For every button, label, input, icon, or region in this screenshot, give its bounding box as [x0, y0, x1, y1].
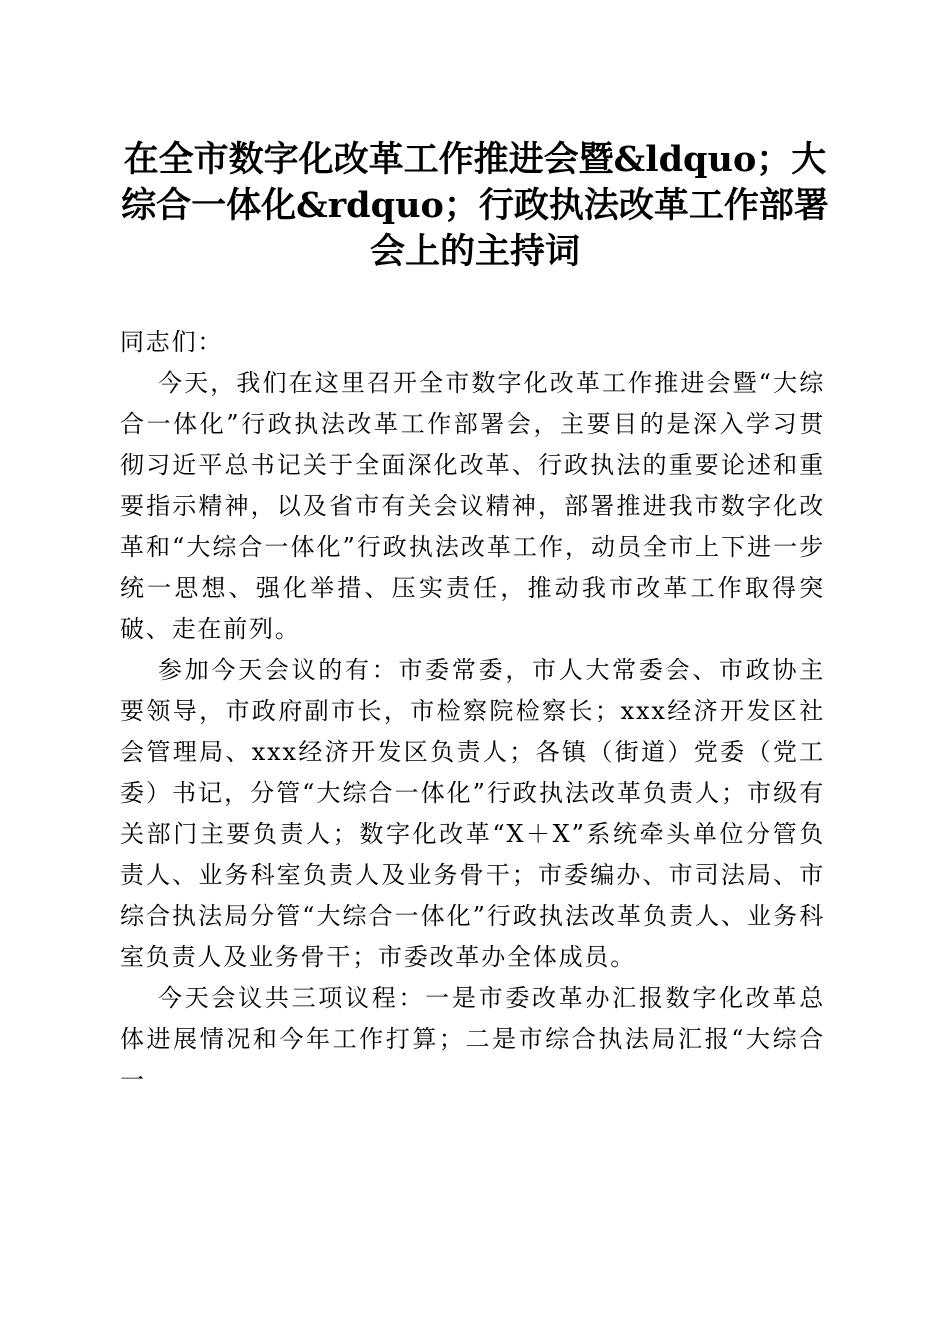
salutation: 同志们：	[120, 328, 224, 356]
document-body	[120, 322, 825, 1101]
paragraph-attendees: 参加今天会议的有：市委常委，市人大常委会、市政协主要领导，市政府副市长，市检察院检察长；xxx经济开发区社会管理局、xxx经济开发区负责人；各镇（街道）党委（党工委）书记，分管“大综合一体化”行政执法改革负责人；市级有关部门主要负责人；数字化改革“X＋X”系统牵头单位分管负责人、业务科室负责人及业务骨干；市委编办、市司法局、市综合执法局分管“大综合一体化”行政执法改革负责人、业务科室负责人及业务骨干；市委改革办全体成员。	[120, 656, 825, 971]
paragraph-agenda: 今天会议共三项议程：一是市委改革办汇报数字化改革总体进展情况和今年工作打算；二是市综合执法局汇报“大综合一	[120, 984, 825, 1094]
document-title: 在全市数字化改革工作推进会暨&ldquo；大综合一体化&rdquo；行政执法改革工作部署会上的主持词	[121, 139, 829, 272]
paragraph-opening: 今天，我们在这里召开全市数字化改革工作推进会暨“大综合一体化”行政执法改革工作部署会，主要目的是深入学习贯彻习近平总书记关于全面深化改革、行政执法的重要论述和重要指示精神，以及省市有关会议精神，部署推进我市数字化改革和“大综合一体化”行政执法改革工作，动员全市上下进一步统一思想、强化举措、压实责任，推动我市改革工作取得突破、走在前列。	[120, 369, 825, 643]
